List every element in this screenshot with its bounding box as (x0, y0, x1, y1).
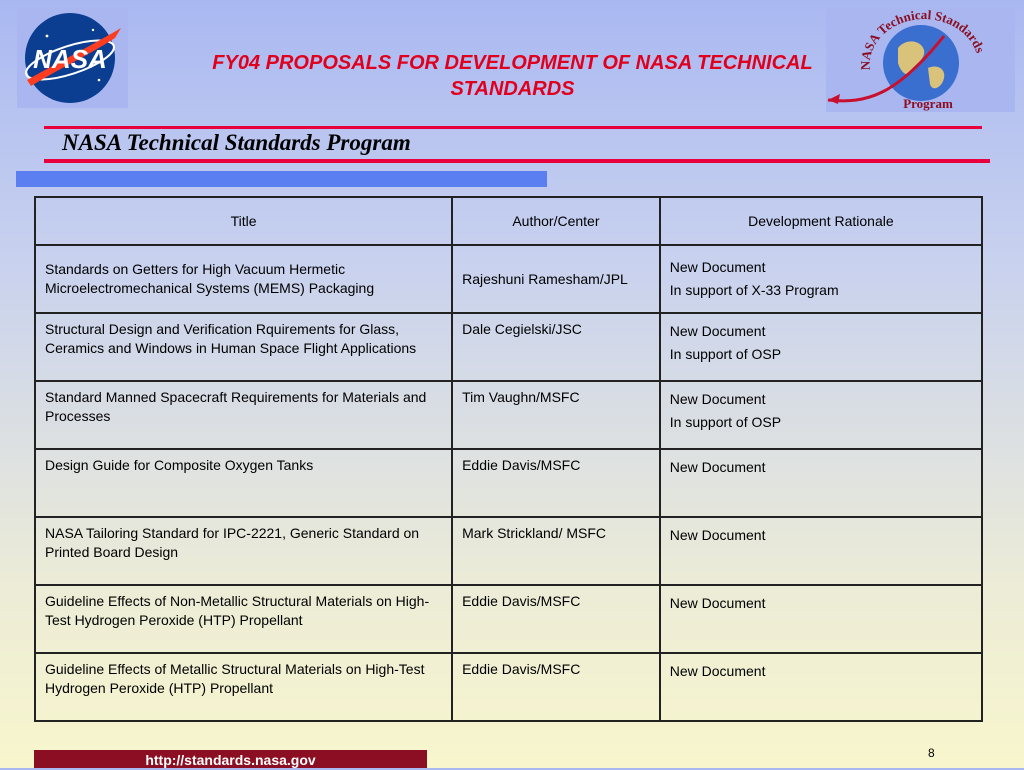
title-line-2: STANDARDS (450, 78, 575, 100)
cell-rationale (660, 449, 982, 517)
rationale-line: New Document (669, 595, 766, 611)
table-row (35, 381, 982, 449)
cell-rationale (660, 517, 982, 585)
cell-author: Tim Vaughn/MSFC (452, 381, 660, 449)
rationale-line: New Document (669, 663, 766, 679)
cell-rationale (660, 245, 982, 313)
table-row (35, 517, 982, 585)
cell-title: Standard Manned Spacecraft Requirements for Materials and Processes (35, 381, 452, 449)
cell-title: Structural Design and Verification Rquirements for Glass, Ceramics and Windows in Human Space Flight Applications (35, 313, 452, 381)
red-rule-top (44, 126, 982, 129)
column-header-rationale: Development Rationale (660, 197, 982, 245)
blue-accent-bar (16, 171, 547, 187)
cell-title: NASA Tailoring Standard for IPC-2221, Generic Standard on Printed Board Design (35, 517, 452, 585)
title-line-1: FY04 PROPOSALS FOR DEVELOPMENT OF NASA TECHNICAL (212, 52, 813, 74)
cell-rationale (660, 381, 982, 449)
proposals-table (34, 196, 983, 722)
cell-author: Eddie Davis/MSFC (452, 449, 660, 517)
rationale-line: New Document (669, 391, 766, 407)
program-subtitle: NASA Technical Standards Program (62, 130, 411, 155)
table-header-row (35, 197, 982, 245)
rationale-line: In support of OSP (669, 346, 782, 362)
rationale-line: New Document (669, 323, 766, 339)
slide-title (150, 50, 875, 102)
table-row (35, 585, 982, 653)
cell-rationale (660, 585, 982, 653)
table-row (35, 653, 982, 721)
cell-author: Rajeshuni Ramesham/JPL (452, 245, 660, 313)
nasa-logo (17, 8, 128, 108)
cell-title: Guideline Effects of Metallic Structural Materials on High-Test Hydrogen Peroxide (HTP) Propellant (35, 653, 452, 721)
cell-author: Mark Strickland/ MSFC (452, 517, 660, 585)
rationale-line: In support of OSP (669, 414, 782, 430)
svg-text:Program: Program (903, 96, 953, 111)
rationale-line: New Document (669, 459, 766, 475)
cell-title: Guideline Effects of Non-Metallic Structural Materials on High-Test Hydrogen Peroxide (HTP) Propellant (35, 585, 452, 653)
cell-author: Dale Cegielski/JSC (452, 313, 660, 381)
svg-text:NASA: NASA (33, 44, 107, 74)
cell-author: Eddie Davis/MSFC (452, 585, 660, 653)
footer-url-link[interactable]: http://standards.nasa.gov (34, 750, 427, 768)
svg-text:NASA Technical Standards: NASA Technical Standards (857, 8, 989, 71)
table-row (35, 245, 982, 313)
column-header-author: Author/Center (452, 197, 660, 245)
page-number: 8 (928, 746, 935, 760)
table-row (35, 449, 982, 517)
cell-rationale (660, 653, 982, 721)
cell-rationale (660, 313, 982, 381)
cell-author: Eddie Davis/MSFC (452, 653, 660, 721)
cell-title: Standards on Getters for High Vacuum Hermetic Microelectromechanical Systems (MEMS) Packaging (35, 245, 452, 313)
rationale-line: New Document (669, 527, 766, 543)
rationale-line: In support of X-33 Program (669, 282, 839, 298)
cell-title: Design Guide for Composite Oxygen Tanks (35, 449, 452, 517)
table-row (35, 313, 982, 381)
rationale-line: New Document (669, 259, 766, 275)
column-header-title: Title (35, 197, 452, 245)
red-rule-bottom (44, 159, 990, 163)
